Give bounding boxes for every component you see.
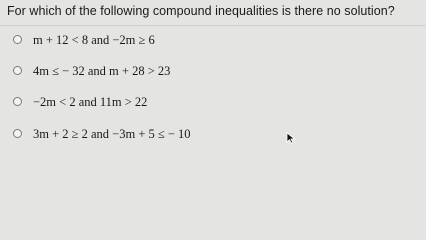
option-1[interactable] <box>0 31 426 51</box>
option-3[interactable] <box>0 93 426 113</box>
option-label[interactable]: 3m + 2 ≥ 2 and −3m + 5 ≤ − 10 <box>33 127 191 141</box>
radio-button[interactable] <box>13 66 22 75</box>
option-label[interactable]: −2m < 2 and 11m > 22 <box>33 95 148 109</box>
option-label[interactable]: 4m ≤ − 32 and m + 28 > 23 <box>33 64 171 78</box>
radio-button[interactable] <box>13 35 22 44</box>
mouse-pointer-icon <box>286 132 296 144</box>
option-label[interactable]: m + 12 < 8 and −2m ≥ 6 <box>33 33 155 47</box>
option-4[interactable] <box>0 125 426 145</box>
option-2[interactable] <box>0 62 426 82</box>
divider <box>0 25 426 26</box>
radio-button[interactable] <box>13 97 22 106</box>
question-text: For which of the following compound inequalities is there no solution? <box>7 4 395 18</box>
radio-button[interactable] <box>13 129 22 138</box>
